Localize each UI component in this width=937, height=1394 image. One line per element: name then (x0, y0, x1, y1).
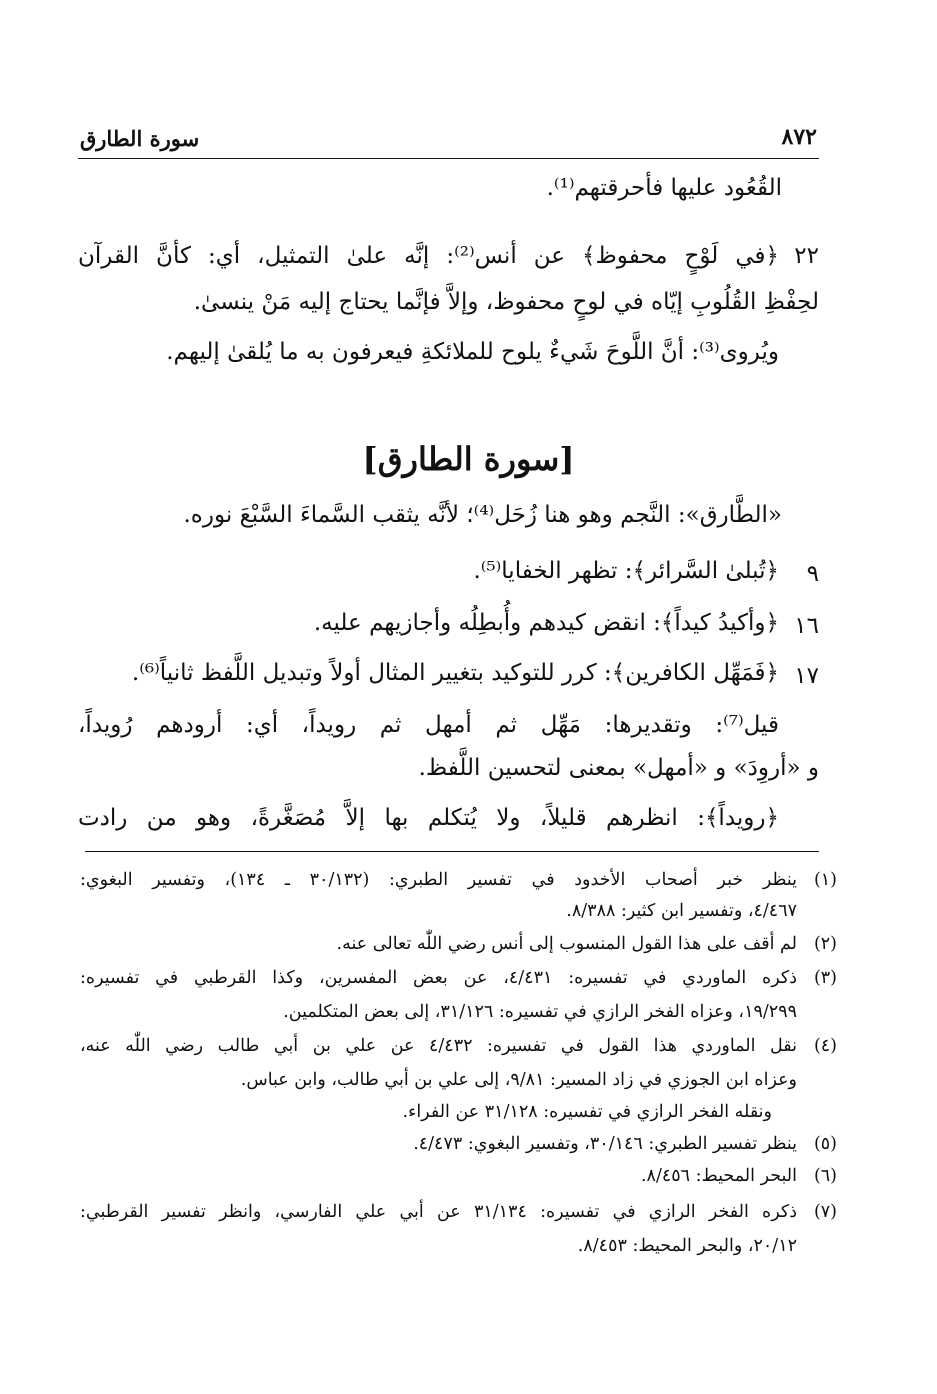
footnote-number: (٢) (813, 934, 837, 954)
body-line: و «أروِدَ» و «أمهل» بمعنى لتحسين اللَّفظ. (418, 755, 819, 781)
body-line: ﴿رويداً﴾: انظرهم قليلاً، ولا يُتكلم بها إلاَّ مُصَغَّرةً، وهو من رادت (78, 805, 779, 831)
footnote-number: (٣) (813, 968, 837, 988)
body-line: لحِفْظِ القُلُوبِ إيّاه في لوحٍ محفوظ، وإلاَّ فإنَّما يحتاج إليه مَنْ ينسىٰ. (193, 289, 819, 315)
footnote-line: نقل الماوردي هذا القول في تفسيره: ٤/٤٣٢ عن علي بن أبي طالب رضي اللّٰه عنه، (80, 1036, 797, 1056)
footnote-line: ٤/٤٦٧، وتفسير ابن كثير: ٨/٣٨٨. (566, 901, 797, 921)
footnote-line: البحر المحيط: ٨/٤٥٦. (640, 1166, 797, 1186)
body-line: ويُروى⁽³⁾: أنَّ اللَّوحَ شَيءٌ يلوح للملائكةِ فيعرفون به ما يُلقىٰ إليهم. (166, 339, 779, 365)
footnote-line: ذكره الفخر الرازي في تفسيره: ٣١/١٣٤ عن أبي علي الفارسي، وانظر تفسير القرطبي: (80, 1202, 797, 1222)
body-line: ﴿فَمَهِّل الكافرين﴾: كرر للتوكيد بتغيير المثال أولاً وتبديل اللَّفظ ثانياً⁽⁶⁾. (131, 660, 779, 686)
footnote-line: وعزاه ابن الجوزي في زاد المسير: ٩/٨١، إلى علي بن أبي طالب، وابن عباس. (240, 1070, 797, 1090)
verse-number: ٩ (806, 561, 819, 587)
footnote-number: (٦) (813, 1166, 837, 1186)
body-line: ﴿وأكيدُ كيداً﴾: انقض كيدهم وأُبطِلُه وأجازيهم عليه. (313, 610, 779, 636)
verse-number: ٢٢ (794, 243, 819, 269)
body-line: ﴿في لَوْحٍ محفوظ﴾ عن أنس⁽²⁾: إنَّه علىٰ التمثيل، أي: كأنَّ القرآن (78, 243, 779, 269)
verse-number: ١٧ (794, 663, 819, 689)
footnote-number: (٧) (813, 1202, 837, 1222)
footnote-number: (١) (813, 870, 837, 890)
header-rule (78, 158, 819, 159)
page-number: ٨٧٢ (781, 124, 817, 150)
body-line: «الطَّارق»: النَّجم وهو هنا زُحَل⁽⁴⁾؛ لأنَّه يثقب السَّماءَ السَّبْعَ نوره. (183, 502, 782, 528)
body-line: ﴿تُبلىٰ السَّرائر﴾: تظهر الخفايا⁽⁵⁾. (473, 558, 779, 584)
footnote-line: ينظر تفسير الطبري: ٣٠/١٤٦، وتفسير البغوي: ٤/٤٧٣. (413, 1134, 797, 1154)
footnote-line: ونقله الفخر الرازي في تفسيره: ٣١/١٢٨ عن الفراء. (402, 1102, 772, 1122)
body-line: قيل⁽⁷⁾: وتقديرها: مَهِّل ثم أمهل ثم رويداً، أي: أرودهم رُويداً، (78, 712, 779, 738)
verse-number: ١٦ (794, 613, 819, 639)
footnote-rule (85, 851, 819, 852)
footnote-line: ذكره الماوردي في تفسيره: ٤/٤٣١، عن بعض المفسرين، وكذا القرطبي في تفسيره: (80, 968, 797, 988)
footnote-number: (٥) (813, 1134, 837, 1154)
running-header-title: سورة الطارق (80, 126, 200, 151)
surah-title: [سورة الطارق] (362, 440, 575, 478)
footnote-line: ينظر خبر أصحاب الأخدود في تفسير الطبري: (٣٠/١٣٢ ـ ١٣٤)، وتفسير البغوي: (80, 870, 797, 890)
footnote-line: لم أقف على هذا القول المنسوب إلى أنس رضي اللّٰه تعالى عنه. (336, 934, 797, 954)
footnote-line: ٢٠/١٢، والبحر المحيط: ٨/٤٥٣. (577, 1236, 797, 1256)
footnote-number: (٤) (813, 1036, 837, 1056)
footnote-line: ١٩/٢٩٩، وعزاه الفخر الرازي في تفسيره: ٣١/١٢٦، إلى بعض المتكلمين. (283, 1002, 797, 1022)
body-line: القُعُود عليها فأحرقتهم⁽¹⁾. (546, 175, 782, 201)
